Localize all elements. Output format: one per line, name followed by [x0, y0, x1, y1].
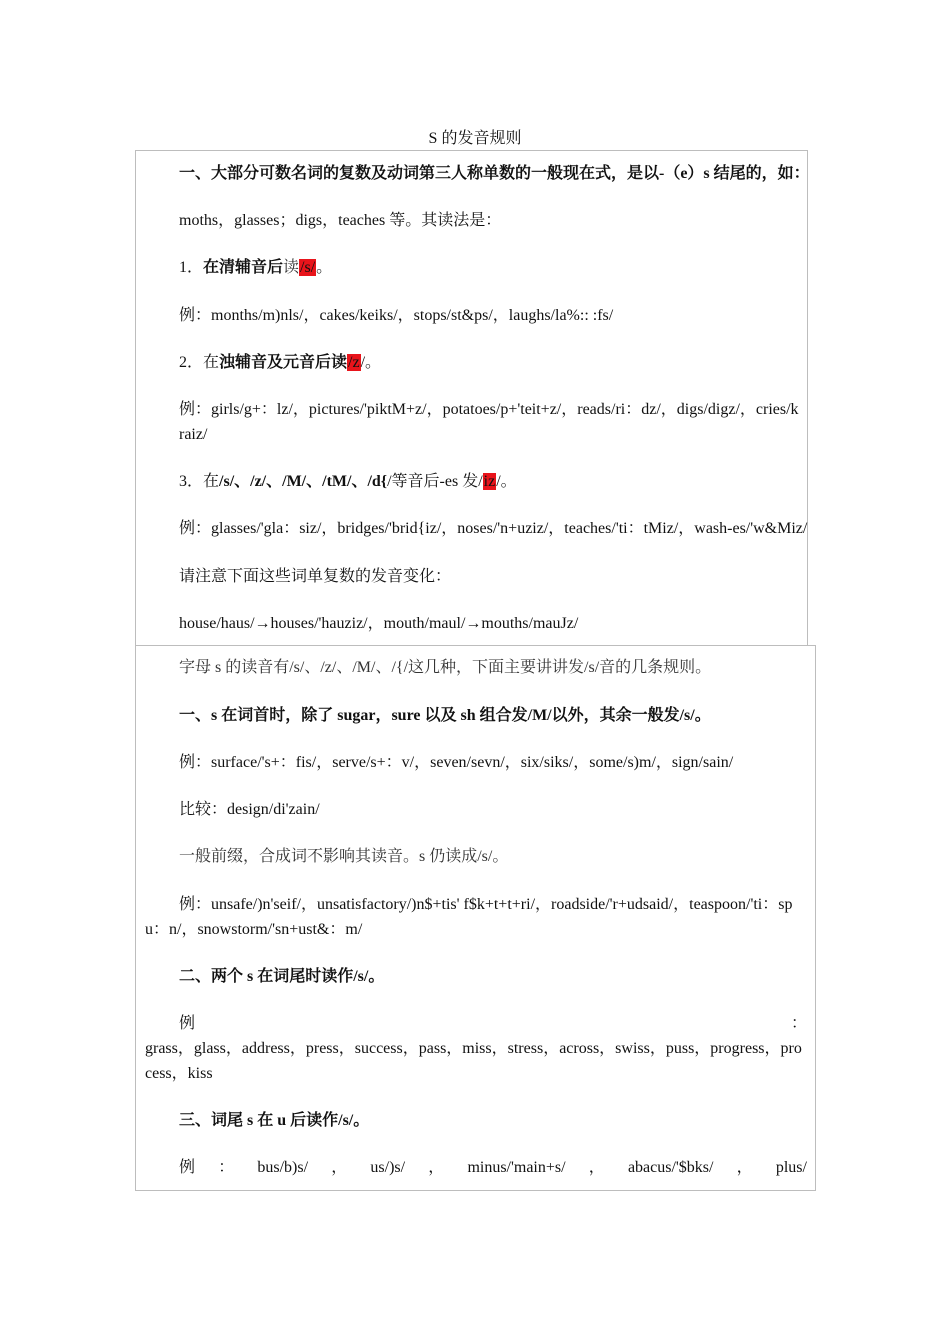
rule1-end: 。	[316, 259, 333, 276]
rule3-example: 例：glasses/'gla：siz/，bridges/'brid{iz/，noses/'n+uziz/，teaches/'ti：tMiz/，wash-es/'w&Miz/	[179, 520, 808, 537]
rule1-bold: 在清辅音后	[203, 259, 284, 276]
rule2-example	[145, 397, 799, 447]
rule3-end: /。	[496, 473, 517, 490]
rule1-example: 例：months/m)nls/，cakes/keiks/，stops/st&ps/，laughs/la%:: :fs/	[179, 307, 614, 324]
example-words: grass，glass，address，press，success，pass，miss，stress，across，swiss，puss，progress，process，kiss	[145, 1040, 802, 1082]
rule3-highlight: iz	[483, 473, 496, 490]
rule3-num: 3．在	[179, 473, 220, 490]
rule2-bold: 浊辅音及元音后读	[219, 354, 348, 371]
rule2-end: /。	[360, 354, 382, 371]
page-title: S 的发音规则	[428, 130, 522, 147]
plural-note-example: house/haus/→houses/'hauziz/，mouth/maul/→mouths/mauJz/	[179, 615, 579, 632]
ex3-part-9: ，	[736, 1159, 753, 1176]
section2-intro: 字母 s 的读音有/s/、/z/、/M/、/{/这几种，下面主要讲讲发/s/音的几条规则。	[179, 659, 712, 676]
rule1-plain: 读	[283, 259, 300, 276]
rule2-example-text: 例：girls/g+：lz/，pictures/'piktM+z/，potatoes/p+'teit+z/，reads/ri：dz/，digs/digz/，cries/kraiz/	[179, 401, 799, 443]
example-lead: 例	[179, 1015, 196, 1032]
ex3-part-10: plus/	[775, 1159, 807, 1176]
section1-heading: 一、大部分可数名词的复数及动词第三人称单数的一般现在式，是以-（e）s 结尾的，如：	[179, 165, 810, 182]
rule-heading-2-example	[145, 1011, 807, 1086]
rule-heading-1-example: 例：surface/'s+：fis/，serve/s+：v/，seven/sevn/，six/siks/，some/s)m/，sign/sain/	[179, 754, 734, 771]
rule1-num: 1．	[179, 259, 204, 276]
rule-heading-3-example	[145, 1155, 807, 1180]
section1-examples-line: moths，glasses；digs，teaches 等。其读法是：	[179, 212, 502, 229]
ex3-part-1: ：	[218, 1159, 235, 1176]
rule3-bold: /s/、/z/、/M/、/tM/、/d{	[219, 473, 388, 490]
ex3-part-8: abacus/'$bks/	[627, 1159, 714, 1176]
prefix-note: 一般前缀，合成词不影响其读音。s 仍读成/s/。	[179, 848, 509, 865]
example-colon: ：	[790, 1015, 807, 1032]
rule2-num: 2．在	[179, 354, 220, 371]
rule3-plain: /等音后-es 发/	[387, 473, 483, 490]
compare-line: 比较：design/di'zain/	[179, 801, 320, 818]
ex3-part-7: ，	[588, 1159, 605, 1176]
rule-heading-2: 二、两个 s 在词尾时读作/s/。	[179, 968, 385, 985]
prefix-example: 例：unsafe/)n'seif/，unsatisfactory/)n$+tis' f$k+t+t+ri/，roadside/'r+udsaid/，teaspoon/'ti：spu：n/，snowstorm/'sn+ust&：m/	[145, 896, 793, 938]
rule-heading-1: 一、s 在词首时，除了 sugar，sure 以及 sh 组合发/M/以外，其余一般发/s/。	[179, 707, 711, 724]
plural-note: 请注意下面这些词单复数的发音变化：	[179, 568, 452, 585]
section-box-2	[135, 645, 816, 1191]
rule1	[145, 255, 799, 280]
rule3	[145, 469, 799, 494]
rule1-highlight: /s/	[300, 259, 316, 276]
ex3-part-2: bus/b)s/	[257, 1159, 309, 1176]
ex3-part-6: minus/'main+s/	[467, 1159, 566, 1176]
rule2	[145, 350, 799, 375]
section-box-1	[135, 150, 808, 645]
ex3-part-0: 例	[179, 1159, 196, 1176]
rule-heading-3: 三、词尾 s 在 u 后读作/s/。	[179, 1112, 370, 1129]
ex3-part-4: us/)s/	[370, 1159, 406, 1176]
ex3-part-3: ，	[331, 1159, 348, 1176]
ex3-part-5: ，	[428, 1159, 445, 1176]
rule2-highlight: /z	[348, 354, 360, 371]
